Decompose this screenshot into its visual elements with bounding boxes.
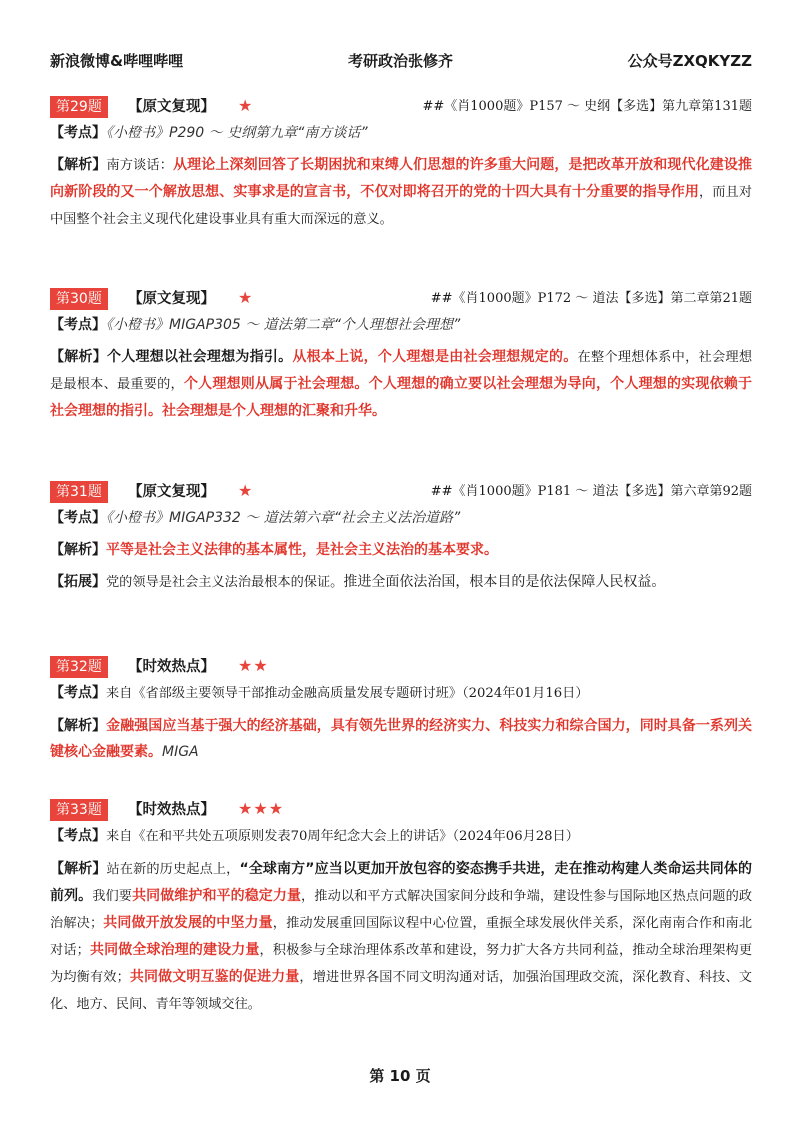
star-rating: ★★★ xyxy=(238,799,285,818)
kaodian-line xyxy=(50,823,752,850)
jiexi-highlight: 从根本上说，个人理想是由社会理想规定的。 xyxy=(292,349,578,365)
jiexi-paragraph xyxy=(50,856,752,1018)
kaodian-tag: 【考点】 xyxy=(50,125,106,141)
tuozhan-text: 党的领导是社会主义法治最根本的保证。 xyxy=(106,575,344,590)
jiexi-highlight: 平等是社会主义法律的基本属性，是社会主义法治的基本要求。 xyxy=(106,542,498,558)
question-source: ##《肖1000题》P172 ～ 道法【多选】第二章第21题 xyxy=(430,291,752,306)
jiexi-tag: 【解析】 xyxy=(50,861,107,877)
question-number-badge: 第32题 xyxy=(50,656,108,678)
kaodian-tag: 【考点】 xyxy=(50,828,106,844)
kaodian-text: 《小橙书》MIGAP305 ～ 道法第二章“个人理想社会理想” xyxy=(106,317,461,333)
jiexi-bold: “全球南方”应当以更加开放包容的姿态携手共进，走在推动构建人类命运共同体的前列。 xyxy=(50,861,753,904)
star-rating: ★ xyxy=(238,96,254,115)
tuozhan-tag: 【拓展】 xyxy=(50,574,106,590)
kaodian-text: 来自《在和平共处五项原则发表70周年纪念大会上的讲话》（2024年06月28日） xyxy=(106,829,579,844)
star-rating: ★ xyxy=(238,288,254,307)
kaodian-line xyxy=(50,680,752,707)
jiexi-highlight: 共同做开放发展的中坚力量 xyxy=(103,915,273,931)
question-source: ##《肖1000题》P157 ～ 史纲【多选】第九章第131题 xyxy=(422,99,752,114)
question-number-badge: 第31题 xyxy=(50,481,108,503)
question-number-badge: 第33题 xyxy=(50,799,108,821)
jiexi-text: 在整个理想体系中，社会理想是最根本、最重要的， xyxy=(50,350,753,392)
tuozhan-text-2: 推进全面依法治国，根本目的是依法保障人民权益。 xyxy=(343,574,666,590)
question-30 xyxy=(50,288,752,424)
question-32 xyxy=(50,656,752,765)
jiexi-text: ，积极参与全球治理体系改革和建设，努力扩大各方共同利益，推动全球治理架构更为均衡有效； xyxy=(50,943,753,985)
jiexi-highlight: 共同做全球治理的建设力量 xyxy=(89,942,260,958)
jiexi-highlight: 共同做文明互鉴的促进力量 xyxy=(129,969,300,985)
jiexi-paragraph xyxy=(50,713,752,765)
page-number: 第 10 页 xyxy=(369,1067,431,1085)
jiexi-paragraph xyxy=(50,344,752,424)
page-header xyxy=(50,50,752,72)
jiexi-tag: 【解析】 xyxy=(50,157,107,173)
question-type: 【时效热点】 xyxy=(128,802,215,818)
kaodian-text: 《小橙书》MIGAP332 ～ 道法第六章“社会主义法治道路” xyxy=(106,510,461,526)
question-source: ##《肖1000题》P181 ～ 道法【多选】第六章第92题 xyxy=(430,484,752,499)
jiexi-text: ，推动以和平方式解决国家间分歧和争端，建设性参与国际地区热点问题的政治解决； xyxy=(50,889,753,931)
jiexi-bold: 个人理想以社会理想为指引。 xyxy=(107,349,293,365)
jiexi-text: ，而且对中国整个社会主义现代化建设事业具有重大而深远的意义。 xyxy=(50,185,753,227)
question-type: 【时效热点】 xyxy=(128,659,215,675)
question-type: 【原文复现】 xyxy=(128,291,215,307)
jiexi-text: 站在新的历史起点上， xyxy=(106,862,240,877)
header-weibo-bilibili: 新浪微博&哔哩哔哩 xyxy=(50,52,184,70)
question-31 xyxy=(50,481,752,596)
star-rating: ★ xyxy=(238,481,254,500)
question-number-badge: 第30题 xyxy=(50,288,108,310)
jiexi-text: ，增进世界各国不同文明沟通对话，加强治国理政交流，深化教育、科技、文化、地方、民间、青年等领域交往。 xyxy=(50,970,752,1012)
kaodian-tag: 【考点】 xyxy=(50,317,106,333)
jiexi-tag: 【解析】 xyxy=(50,542,106,558)
star-rating: ★★ xyxy=(238,656,269,675)
kaodian-tag: 【考点】 xyxy=(50,685,106,701)
jiexi-text: ，推动发展重回国际议程中心位置，重振全球发展伙伴关系，深化南南合作和南北对话； xyxy=(50,916,753,958)
kaodian-text: 来自《省部级主要领导干部推动金融高质量发展专题研讨班》（2024年01月16日） xyxy=(106,686,589,701)
header-wechat-account: 公众号ZXQKYZZ xyxy=(627,52,752,70)
watermark-text: MIGA xyxy=(162,744,199,760)
jiexi-highlight: 个人理想则从属于社会理想。个人理想的确立要以社会理想为导向，个人理想的实现依赖于社会理想的指引。社会理想是个人理想的汇聚和升华。 xyxy=(50,376,753,419)
jiexi-tag: 【解析】 xyxy=(50,718,107,734)
jiexi-text: 我们要 xyxy=(92,889,133,904)
kaodian-line xyxy=(50,505,752,531)
jiexi-paragraph xyxy=(50,537,752,563)
jiexi-highlight: 从理论上深刻回答了长期困扰和束缚人们思想的许多重大问题，是把改革开放和现代化建设推向新阶段的又一个解放思想、实事求是的宣言书，不仅对即将召开的党的十四大具有十分重要的指导作用 xyxy=(50,157,753,200)
jiexi-highlight: 金融强国应当基于强大的经济基础，具有领先世界的经济实力、科技实力和综合国力，同时具备一系列关键核心金融要素。 xyxy=(50,718,753,760)
question-33 xyxy=(50,799,752,1018)
kaodian-text: 《小橙书》P290 ～ 史纲第九章“南方谈话” xyxy=(106,125,368,141)
jiexi-tag: 【解析】 xyxy=(50,349,108,365)
jiexi-paragraph xyxy=(50,152,752,233)
question-type: 【原文复现】 xyxy=(128,99,215,115)
tuozhan-paragraph xyxy=(50,569,752,596)
header-author: 考研政治张修齐 xyxy=(348,52,454,70)
question-29 xyxy=(50,96,752,233)
jiexi-text: 南方谈话： xyxy=(106,158,174,173)
kaodian-tag: 【考点】 xyxy=(50,510,106,526)
question-type: 【原文复现】 xyxy=(128,484,215,500)
kaodian-line xyxy=(50,120,752,146)
question-number-badge: 第29题 xyxy=(50,96,108,118)
jiexi-highlight: 共同做维护和平的稳定力量 xyxy=(132,888,302,904)
kaodian-line xyxy=(50,312,752,338)
